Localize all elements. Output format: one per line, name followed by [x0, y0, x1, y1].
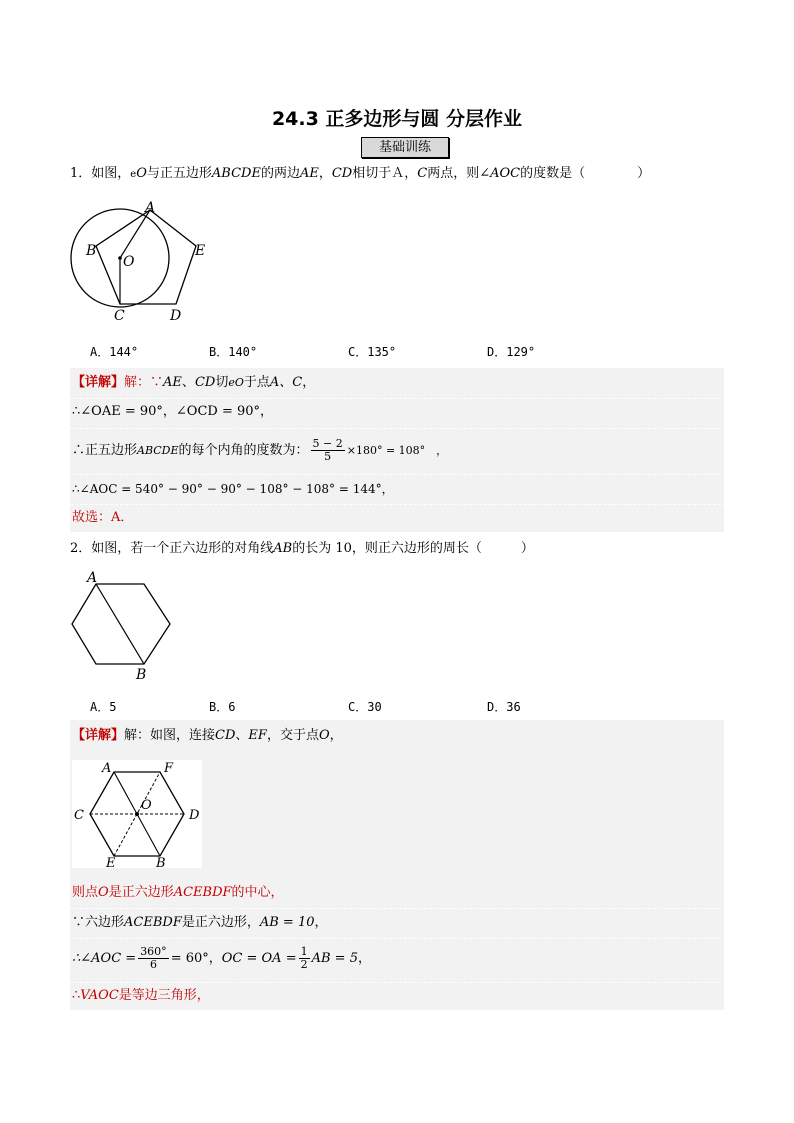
- q1-circle-symbol: e: [130, 169, 137, 180]
- sol2-l1g: ，: [329, 728, 343, 743]
- q1-option-a[interactable]: A．144°: [90, 345, 139, 359]
- sol2-l3a: ∵六边形: [72, 915, 125, 930]
- sol1-l1e: 切: [215, 375, 229, 390]
- sol2-l3d: AB = 10: [259, 915, 315, 930]
- sol2-label-d: D: [189, 808, 200, 823]
- sol2-l2d: ACEBDF: [173, 885, 232, 900]
- sol2-l2e: 的中心，: [231, 885, 284, 900]
- sol2-frac1-num: 360°: [140, 945, 167, 958]
- sol1-line2: [70, 398, 726, 425]
- sol2-l1e: ，交于点: [266, 728, 319, 743]
- q1-comma: ，: [318, 166, 332, 181]
- sol2-label-o: O: [141, 798, 152, 813]
- sol2-l2a: 则点: [72, 885, 99, 900]
- sol2-fraction-2: [299, 946, 310, 971]
- question-2-stem: [70, 539, 534, 559]
- q1-stem-4: 相切于Ａ，: [352, 166, 418, 181]
- solution-1-panel: [70, 368, 724, 532]
- sol2-frac2-num: 1: [300, 945, 308, 958]
- q1-pentagon: [96, 210, 196, 304]
- sol2-fraction-1: [138, 946, 169, 971]
- q1-label-b: B: [86, 243, 97, 259]
- sol1-fraction: [311, 438, 345, 463]
- sol1-l1d: CD: [194, 375, 216, 390]
- sol1-l3c: 的每个内角的度数为：: [178, 443, 309, 458]
- sol2-l4d: AB = 5: [311, 951, 358, 966]
- sol2-l2b: O: [98, 885, 109, 900]
- sol2-l1b: CD: [215, 728, 236, 743]
- sol2-l4b: = 60°，: [170, 951, 222, 966]
- q2-option-b[interactable]: B．6: [209, 700, 236, 714]
- sol2-figure: [72, 760, 202, 868]
- sol2-line1: [70, 724, 726, 748]
- sol1-l1i: ，: [302, 375, 316, 390]
- q2-diag: AB: [273, 541, 293, 556]
- sol1-frac-num: 5 − 2: [312, 437, 343, 450]
- sol1-l2: ∴∠OAE = 90°，∠OCD = 90°，: [72, 404, 274, 419]
- sol1-frac-den: 5: [324, 450, 332, 463]
- q2-option-c[interactable]: C．30: [348, 700, 382, 714]
- sol2-l5a: ∴: [72, 988, 81, 1003]
- q1-o-letter: O: [136, 166, 147, 181]
- q2-label-a: A: [87, 570, 98, 586]
- sol2-l3b: ACEBDF: [124, 915, 182, 930]
- q1-point-c: C: [417, 166, 428, 181]
- sol1-l5: 故选：A．: [72, 510, 134, 525]
- sol2-line3: [70, 908, 726, 937]
- sol2-line5: [70, 982, 726, 1009]
- sol2-tag: 【详解】: [72, 728, 125, 743]
- sol2-label-e: E: [106, 856, 116, 868]
- q1-option-d[interactable]: D．129°: [487, 345, 536, 359]
- q1-stem-6: 的度数是（ ）: [520, 166, 651, 181]
- sol1-l1c: 、: [181, 375, 195, 390]
- q1-center-dot: [118, 256, 122, 260]
- sol2-label-b: B: [156, 856, 166, 868]
- q2-diagonal-ab: [96, 584, 144, 664]
- sol2-l1c: 、: [235, 728, 249, 743]
- q1-figure: [66, 196, 226, 326]
- sol2-l1f: O: [318, 728, 330, 743]
- q1-stem-1: 1．如图，: [70, 166, 131, 181]
- page-title: 24.3 正多边形与圆 分层作业: [271, 108, 523, 130]
- sol2-l1a: 解：如图，连接: [124, 728, 216, 743]
- q1-side1: AE: [299, 166, 319, 181]
- q1-stem-5: 两点，则∠: [427, 166, 491, 181]
- sol2-l4e: ，: [357, 951, 371, 966]
- sol2-l3e: ，: [314, 915, 328, 930]
- sol1-l1f: eO: [228, 376, 244, 389]
- q1-stem-2: 与正五边形: [146, 166, 212, 181]
- sol2-l5b: VAOC: [80, 988, 119, 1003]
- sol1-l1a: 解：∵: [124, 375, 164, 390]
- q2-stem-1: 2．如图，若一个正六边形的对角线: [70, 541, 274, 556]
- sol2-center-dot: [135, 812, 139, 816]
- sol1-l1h: A、C: [269, 375, 303, 390]
- sol2-label-a: A: [102, 761, 112, 776]
- sol2-frac2-den: 2: [300, 958, 308, 971]
- sol1-line5: [70, 504, 726, 531]
- q2-option-a[interactable]: A．5: [90, 700, 117, 714]
- sol2-label-f: F: [164, 761, 174, 776]
- section-badge: 基础训练: [361, 137, 449, 158]
- sol1-l3a: ∴正五边形: [72, 443, 138, 458]
- q1-pentagon-name: ABCDE: [211, 166, 261, 181]
- q2-figure: [66, 568, 196, 686]
- q2-stem-2: 的长为 10，则正六边形的周长（ ）: [292, 541, 534, 556]
- sol2-l4a: ∴∠AOC =: [72, 951, 137, 966]
- sol1-l1g: 于点: [243, 375, 270, 390]
- sol2-line2: [70, 880, 726, 906]
- q1-label-d: D: [170, 308, 182, 324]
- sol2-l5c: 是等边三角形，: [118, 988, 210, 1003]
- q1-option-c[interactable]: C．135°: [348, 345, 397, 359]
- sol2-l3c: 是正六边形，: [181, 915, 260, 930]
- sol2-frac1-den: 6: [149, 958, 157, 971]
- sol2-l1d: EF: [248, 728, 267, 743]
- sol2-label-c: C: [74, 808, 84, 823]
- q1-radius-oa: [120, 210, 150, 258]
- sol1-l1b: AE: [163, 375, 182, 390]
- q1-angle: AOC: [490, 166, 521, 181]
- sol1-line4: [70, 474, 726, 504]
- sol1-l3b: ABCDE: [137, 444, 179, 457]
- q1-label-e: E: [195, 243, 206, 259]
- sol2-line4: [70, 938, 726, 979]
- sol2-l4c: OC = OA =: [221, 951, 297, 966]
- sol1-l3d: ×180° = 108° ，: [346, 444, 448, 457]
- q2-hexagon: [72, 584, 170, 664]
- solution-2-panel: [70, 720, 724, 1010]
- q1-label-o: O: [123, 254, 135, 270]
- q1-stem-3: 的两边: [260, 166, 300, 181]
- sol1-l4: ∴∠AOC = 540° − 90° − 90° − 108° − 108° = 144°，: [72, 482, 394, 496]
- q2-label-b: B: [136, 667, 147, 683]
- q1-option-b[interactable]: B．140°: [209, 345, 258, 359]
- sol1-line3: [70, 428, 726, 473]
- question-1-stem: [70, 164, 650, 185]
- q2-option-d[interactable]: D．36: [487, 700, 521, 714]
- sol2-l2c: 是正六边形: [108, 885, 174, 900]
- q1-label-a: A: [145, 200, 156, 216]
- sol1-line1: [70, 372, 726, 394]
- q1-side2: CD: [331, 166, 353, 181]
- q1-label-c: C: [114, 308, 125, 324]
- sol1-tag: 【详解】: [72, 375, 125, 390]
